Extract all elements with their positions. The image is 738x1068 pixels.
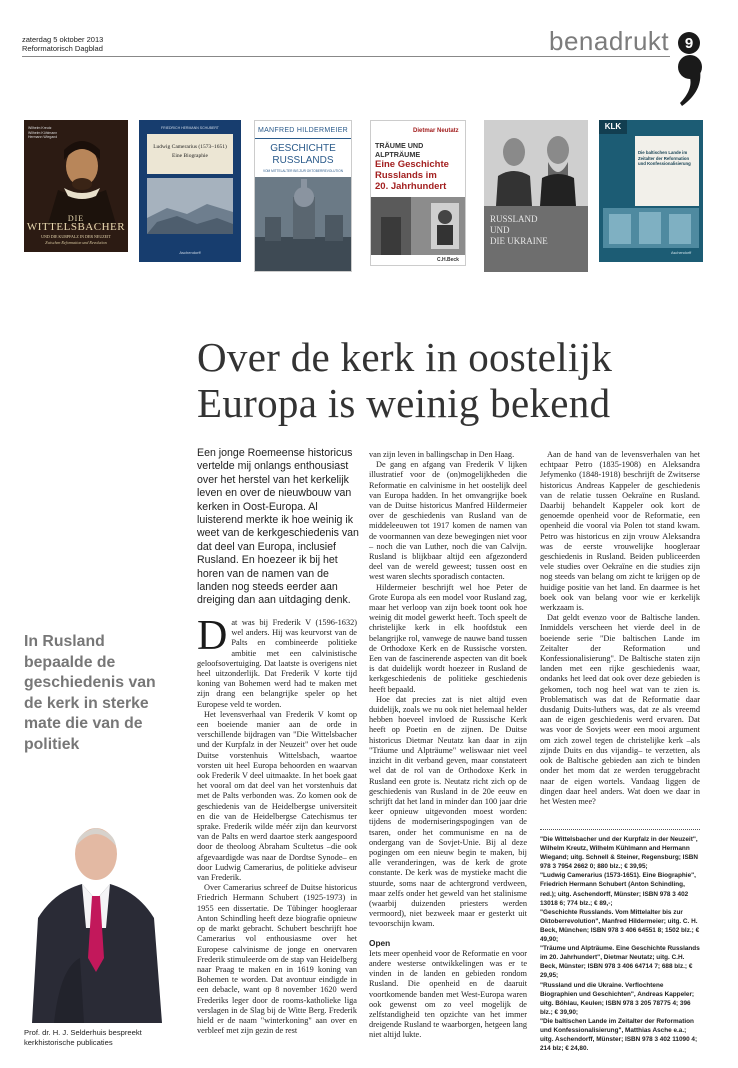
- book-1-tagline: Zwischen Reformation und Revolution: [45, 240, 107, 245]
- book-references: [540, 835, 700, 1053]
- reference-item: "Geschichte Russlands. Vom Mittelalter bis zur Oktoberrevolution", Manfred Hildermeier; uitg. C. H. Beck, München; ISBN 978 3 406 64551 8; 1502 blz.; € 49,90;: [540, 908, 700, 944]
- book-5-title-a: RUSSLAND: [490, 214, 538, 224]
- article-column-2: [369, 450, 527, 1041]
- col3-paragraph-2: Dat geldt evenzo voor de Baltische landen. Inmiddels verscheen het vierde deel in de boeiende serie "Die baltischen Lande im Zeitalter der Reformation und Konfessionalisierung". De Baltische staten zijn landen met een rijke geschiedenis waar, ondanks het leed dat ook over deze gebieden is gekomen, toch nog heel wat van te zien is. Problematisch was dat de Reformatie daar dusdanig Duits-luthers was, dat ze als vreemd aan de eigen geschiedenis werd ervaren. Dat was voor de Sovjets weer een mooi argument om zich zowel tegen de christelijke kerk –als zijnde Duits en dus vijandig– te verzetten, als ook de Baltische gebieden aan zich te binden onder het mom dat ze werden teruggebracht naar de eigen wortels. Vandaag liggen de dingen daar heel anders. Wat doen we daar in het Westen mee?: [540, 613, 700, 806]
- col2-paragraph-4: Hoe dat precies zat is niet altijd even duidelijk, zoals we nu ook niet helemaal helder hebben hoeveel invloed de Russische Kerk heeft op Poetin en de zijnen. De Duitse historicus Dietmar Neutatz kan daar in zijn "Träume und Alpträume" weliswaar niet veel inzicht in dit verband geven, maar constateert wel dat de rol van de Orthodoxe Kerk in Rusland een grote is. Neutatz richt zich op de geschiedenis van Rusland in de 20e eeuw en schrijft dat het land in minder dan 100 jaar drie keer opnieuw uitgevonden moest worden: tijdens de moderniseringspogingen van de tsaren, onder het communisme en na de ondergang van de Sovjet-Unie. Bij al deze pogingen om een nieuw begin te maken, bij alle veranderingen, was de kerk de grote constante. De kerk was de mystieke macht die stuurde, soms naar de achtergrond verdween, maar zelfs onder het geweld van het stalinisme (waarbij duizenden priesters werden vermoord), niet bezweek maar er gesterkt uit tevoorschijn kwam.: [369, 694, 527, 929]
- page-number: 9: [678, 32, 700, 54]
- reference-item: "Träume und Alpträume. Eine Geschichte Russlands im 20. Jahrhundert", Dietmar Neutatz; uitg. C.H. Beck, Münster; ISBN 978 3 406 64714 7; 688 blz.; € 29,95;: [540, 945, 700, 980]
- book-cover-traume-und-alptraume: [370, 120, 466, 266]
- references-divider: [540, 829, 700, 830]
- book-4-title-b: ALPTRÄUME: [375, 150, 421, 159]
- book-6-title-c: und Konfessionalisierung: [638, 161, 691, 166]
- article-column-1: [197, 613, 357, 1036]
- book-1-title-b: WITTELSBACHER: [26, 221, 126, 233]
- photo-caption: Prof. dr. H. J. Selderhuis bespreekt kerkhistorische publicaties: [24, 1028, 142, 1047]
- book-cover-baltischen-lande: [599, 120, 703, 262]
- header-date: zaterdag 5 oktober 2013: [22, 35, 104, 44]
- section-title: benadrukt: [549, 26, 670, 56]
- book-cover-geschichte-russlands: [254, 120, 352, 272]
- headline-line-1: Over de kerk in oostelijk: [197, 334, 613, 380]
- pull-quote: In Rusland bepaalde de geschiedenis van de kerk in sterke mate die van de politiek: [24, 633, 156, 753]
- book-5-title-c: DIE UKRAINE: [490, 236, 548, 246]
- col2-paragraph-1: van zijn leven in ballingschap in Den Haag.: [369, 450, 515, 459]
- col2-paragraph-2: De gang en afgang van Frederik V lijken illustratief voor de (on)mogelijkheden die Reformatie en calvinisme in het oostelijk deel van Europa hadden. In het omvangrijke boek van de Duitse historicus Manfred Hildermeier over de geschiedenis van Rusland van de middeleeuwen tot 1917 komen de namen van de voormannen van deze bewegingen niet voor – noch die van Luther, noch die van Calvijn. Rusland is blijkbaar altijd een afgezonderd deel van de wereld geweest; tussen oost en west waren slechts sporadisch contacten.: [369, 460, 527, 582]
- book-1-subtitle: UND DIE KURPFALZ IN DER NEUZEIT: [41, 234, 111, 239]
- reference-item: "Russland und die Ukraine. Verflochtene Biographien und Geschichten", Andreas Kappeler; uitg. Böhlau, Keulen; ISBN 978 3 205 78775 4; 396 blz.; € 39,90;: [540, 981, 695, 1016]
- book-5-title-b: UND: [490, 225, 510, 235]
- reference-item: "Die Wittelsbacher und der Kurpfalz in der Neuzeit", Wilhelm Kreutz, Wilhelm Kühlmann and Hermann Wiegand; uitg. Schnell & Steiner, Regensburg; ISBN 978 3 7954 2662 0; 880 blz.; € 39,95;: [540, 836, 698, 871]
- book-6-title-a: Die baltischen Lande im: [638, 150, 688, 155]
- col3-paragraph-1: Aan de hand van de levensverhalen van het echtpaar Petro (1835-1908) en Aleksandra Jefymenko (1848-1918) beschrijft de Zwitserse historicus Andreas Kappeler de geschiedenis van de relatie tussen Oekraïne en Rusland. Daarbij behandelt Kappeler ook kort de genoemde openheid voor de Reformatie, een openheid die vooral via Polen tot stand kwam. Petro was historicus en zijn vrouw Aleksandra was de eerste vrouwelijke hoogleraar geschiedenis in Rusland. Beiden publiceerden vele studies over Oekraïne en die studies zijn nog steeds van belang om zicht te krijgen op de huidige positie van het land. En daarmee is het boek ook van belang voor wie er kerkelijk werkzaam is.: [540, 450, 700, 613]
- book-4-publisher: C.H.Beck: [437, 257, 459, 263]
- comma-logo-icon: [674, 52, 706, 113]
- col2-subheading: [369, 938, 527, 949]
- book-3-title-b: RUSSLANDS: [272, 155, 334, 166]
- book-2-title-a: Ludwig Camerarius (1573–1651): [153, 144, 227, 150]
- col2-paragraph-5: Iets meer openheid voor de Reformatie en voor andere westerse ontwikkelingen was er te vinden in de landen en gebieden rondom Rusland. Die openheid en de daaruit voortkomende banden met West-Europa waren ook gewenst om zo veel mogelijk de zelfstandigheid ten opzichte van het immer dreigende Rusland te waarborgen, hetgeen lang niet altijd lukte.: [369, 948, 527, 1040]
- book-4-title-a: TRÄUME UND: [375, 141, 424, 150]
- col1-paragraph-1: at was bij Frederik V (1596-1632) wel anders. Hij was keurvorst van de Palts en combineerde politieke ambitie met een calvinistische geloofsovertuiging. Dat laatste is overigens niet heel uitzonderlijk. Dat Frederik V korte tijd koning van Bohemen werd had te maken met zijn drang een belangrijke speler op het Europese veld te worden.: [197, 618, 357, 709]
- headline-line-2: Europa is weinig bekend: [197, 380, 611, 426]
- book-2-title-b: Eine Biographie: [172, 153, 208, 159]
- book-6-series-mark: KLK: [599, 120, 627, 134]
- book-2-author: FRIEDRICH HERMANN SCHUBERT: [161, 126, 219, 130]
- book-3-picture: [255, 177, 352, 272]
- book-4-title-c: Eine Geschichte: [375, 159, 449, 170]
- reference-item: "Die baltischen Lande im Zeitalter der Reformation und Konfessionalisierung", Matthias Asche e.a.; uitg. Aschendorff, Münster; ISBN 978 3 402 11090 4; 214 blz; € 24,80.: [540, 1017, 698, 1053]
- book-1-title-a: DIE: [67, 214, 85, 223]
- book-2-picture: [147, 178, 233, 234]
- book-6-publisher: Aschendorff: [671, 251, 692, 255]
- book-4-title-e: 20. Jahrhundert: [375, 181, 447, 192]
- book-3-title-a: GESCHICHTE: [270, 143, 336, 154]
- book-3-author: MANFRED HILDERMEIER: [257, 127, 349, 134]
- book-6-title-b: Zeitalter der Reformation: [638, 155, 690, 161]
- col1-paragraph-2: Het levensverhaal van Frederik V komt op een boeiende manier aan de orde in verschillende bijdragen van "Die Wittelsbacher und der Kurpfalz in der Neuzeit" over het oude Duitse vorstenhuis Wittelsbach, waartoe vorsten uit heel Europa behoorden en waarvan ook Frederik V deel uitmaakte. In het boek gaat het vooral om dat deel van het vorstenhuis dat met de Palts verbonden was. Zo komen ook de geschiedenis van de Heidelbergse universiteit en die van de Heidelbergse Catechismus ter sprake. Frederik wilde méér zijn dan keurvorst van de Palts en werd daartoe sterk aangespoord door de theoloog Abraham Scultetus –die ook afgevaardigde was naar de Dordtse Synode– en door Ludwig Camerarius, de politieke adviseur van Frederik.: [197, 709, 357, 883]
- subheading-open: Open: [369, 937, 391, 948]
- book-2-label: [147, 134, 233, 174]
- book-4-picture: [371, 197, 466, 255]
- reference-item: "Ludwig Camerarius (1573-1651). Eine Biographie", Friedrich Hermann Schubert (Anton Schindling, red.); uitg. Aschendorff, Münster; ISBN 978 3 402 13018 6; 774 blz.; € 89,-;: [540, 872, 696, 907]
- book-6-label: [635, 136, 699, 206]
- header-paper: Reformatorisch Dagblad: [22, 44, 103, 53]
- book-cover-camerarius: [139, 120, 241, 262]
- author-photo: [24, 818, 174, 1023]
- book-2-publisher: Aschendorff: [179, 250, 201, 255]
- book-4-author: Dietmar Neutatz: [413, 128, 459, 134]
- book-cover-wittelsbacher: [24, 120, 128, 252]
- book-3-rule: [255, 138, 352, 139]
- book-4-title-d: Russlands im: [375, 170, 437, 181]
- book-6-picture: [603, 208, 699, 248]
- book-cover-russland-und-die-ukraine: [484, 120, 588, 272]
- article-lead: Een jonge Roemeense historicus vertelde mij onlangs enthousiast over het herstel van het kerkelijk leven en over de nieuwbouw van kerken in Oost-Europa. Al luisterend merkte ik hoe weinig ik weet van de kerkgeschiedenis van dat deel van Europa, inclusief Rusland. En hoezeer ik bij het horen van de namen van de landen nog steeds eerder aan dreiging dan aan uitdaging denk.: [197, 447, 359, 607]
- col1-paragraph-3: Over Camerarius schreef de Duitse historicus Friedrich Hermann Schubert (1925-1973) in 1955 een dissertatie. De Tübinger hoogleraar Anton Schindling heeft deze biografie opnieuw op de markt gebracht. Schubert beschrijft hoe Camerarius vol enthousiasme over het Europese calvinisme de jonge en onervaren Frederik stimuleerde om de stap van Heidelberg naar Praag te maken en in 1619 koning van Bohemen te worden. Dat avontuur eindigde in een debacle, want op 8 november 1620 werd Frederiks leger door de rooms-katholieke liga verslagen in de Slag bij de Witte Berg. Frederik hield er de naam "winterkoning" aan over en verbleef met zijn gezin de rest: [197, 883, 357, 1036]
- article-column-3: [540, 450, 700, 807]
- col2-paragraph-3: Hildermeier beschrijft wel hoe Peter de Grote Europa als een model voor Rusland zag, maar het verloop van zijn boek toont ook hoe weinig dit model gewerkt heeft. Toch speelt de christelijke kerk in elk hoofdstuk een belangrijke rol, vanwege de nauwe band tussen de Orthodoxe Kerk en de Russische vorsten. Een van de fascinerende aspecten van dit boek is dat duidelijk wordt hoezeer in Rusland de kerkgeschiedenis de politieke geschiedenis heeft bepaald.: [369, 582, 527, 694]
- book-1-authors: Wilhelm Kreutz Wilhelm Kühlmann Hermann Wiegand: [28, 126, 58, 139]
- book-3-subtitle: VOM MITTELALTER BIS ZUR OKTOBERREVOLUTION: [262, 169, 344, 173]
- drop-cap: D: [197, 613, 228, 659]
- header-rule: [22, 56, 670, 57]
